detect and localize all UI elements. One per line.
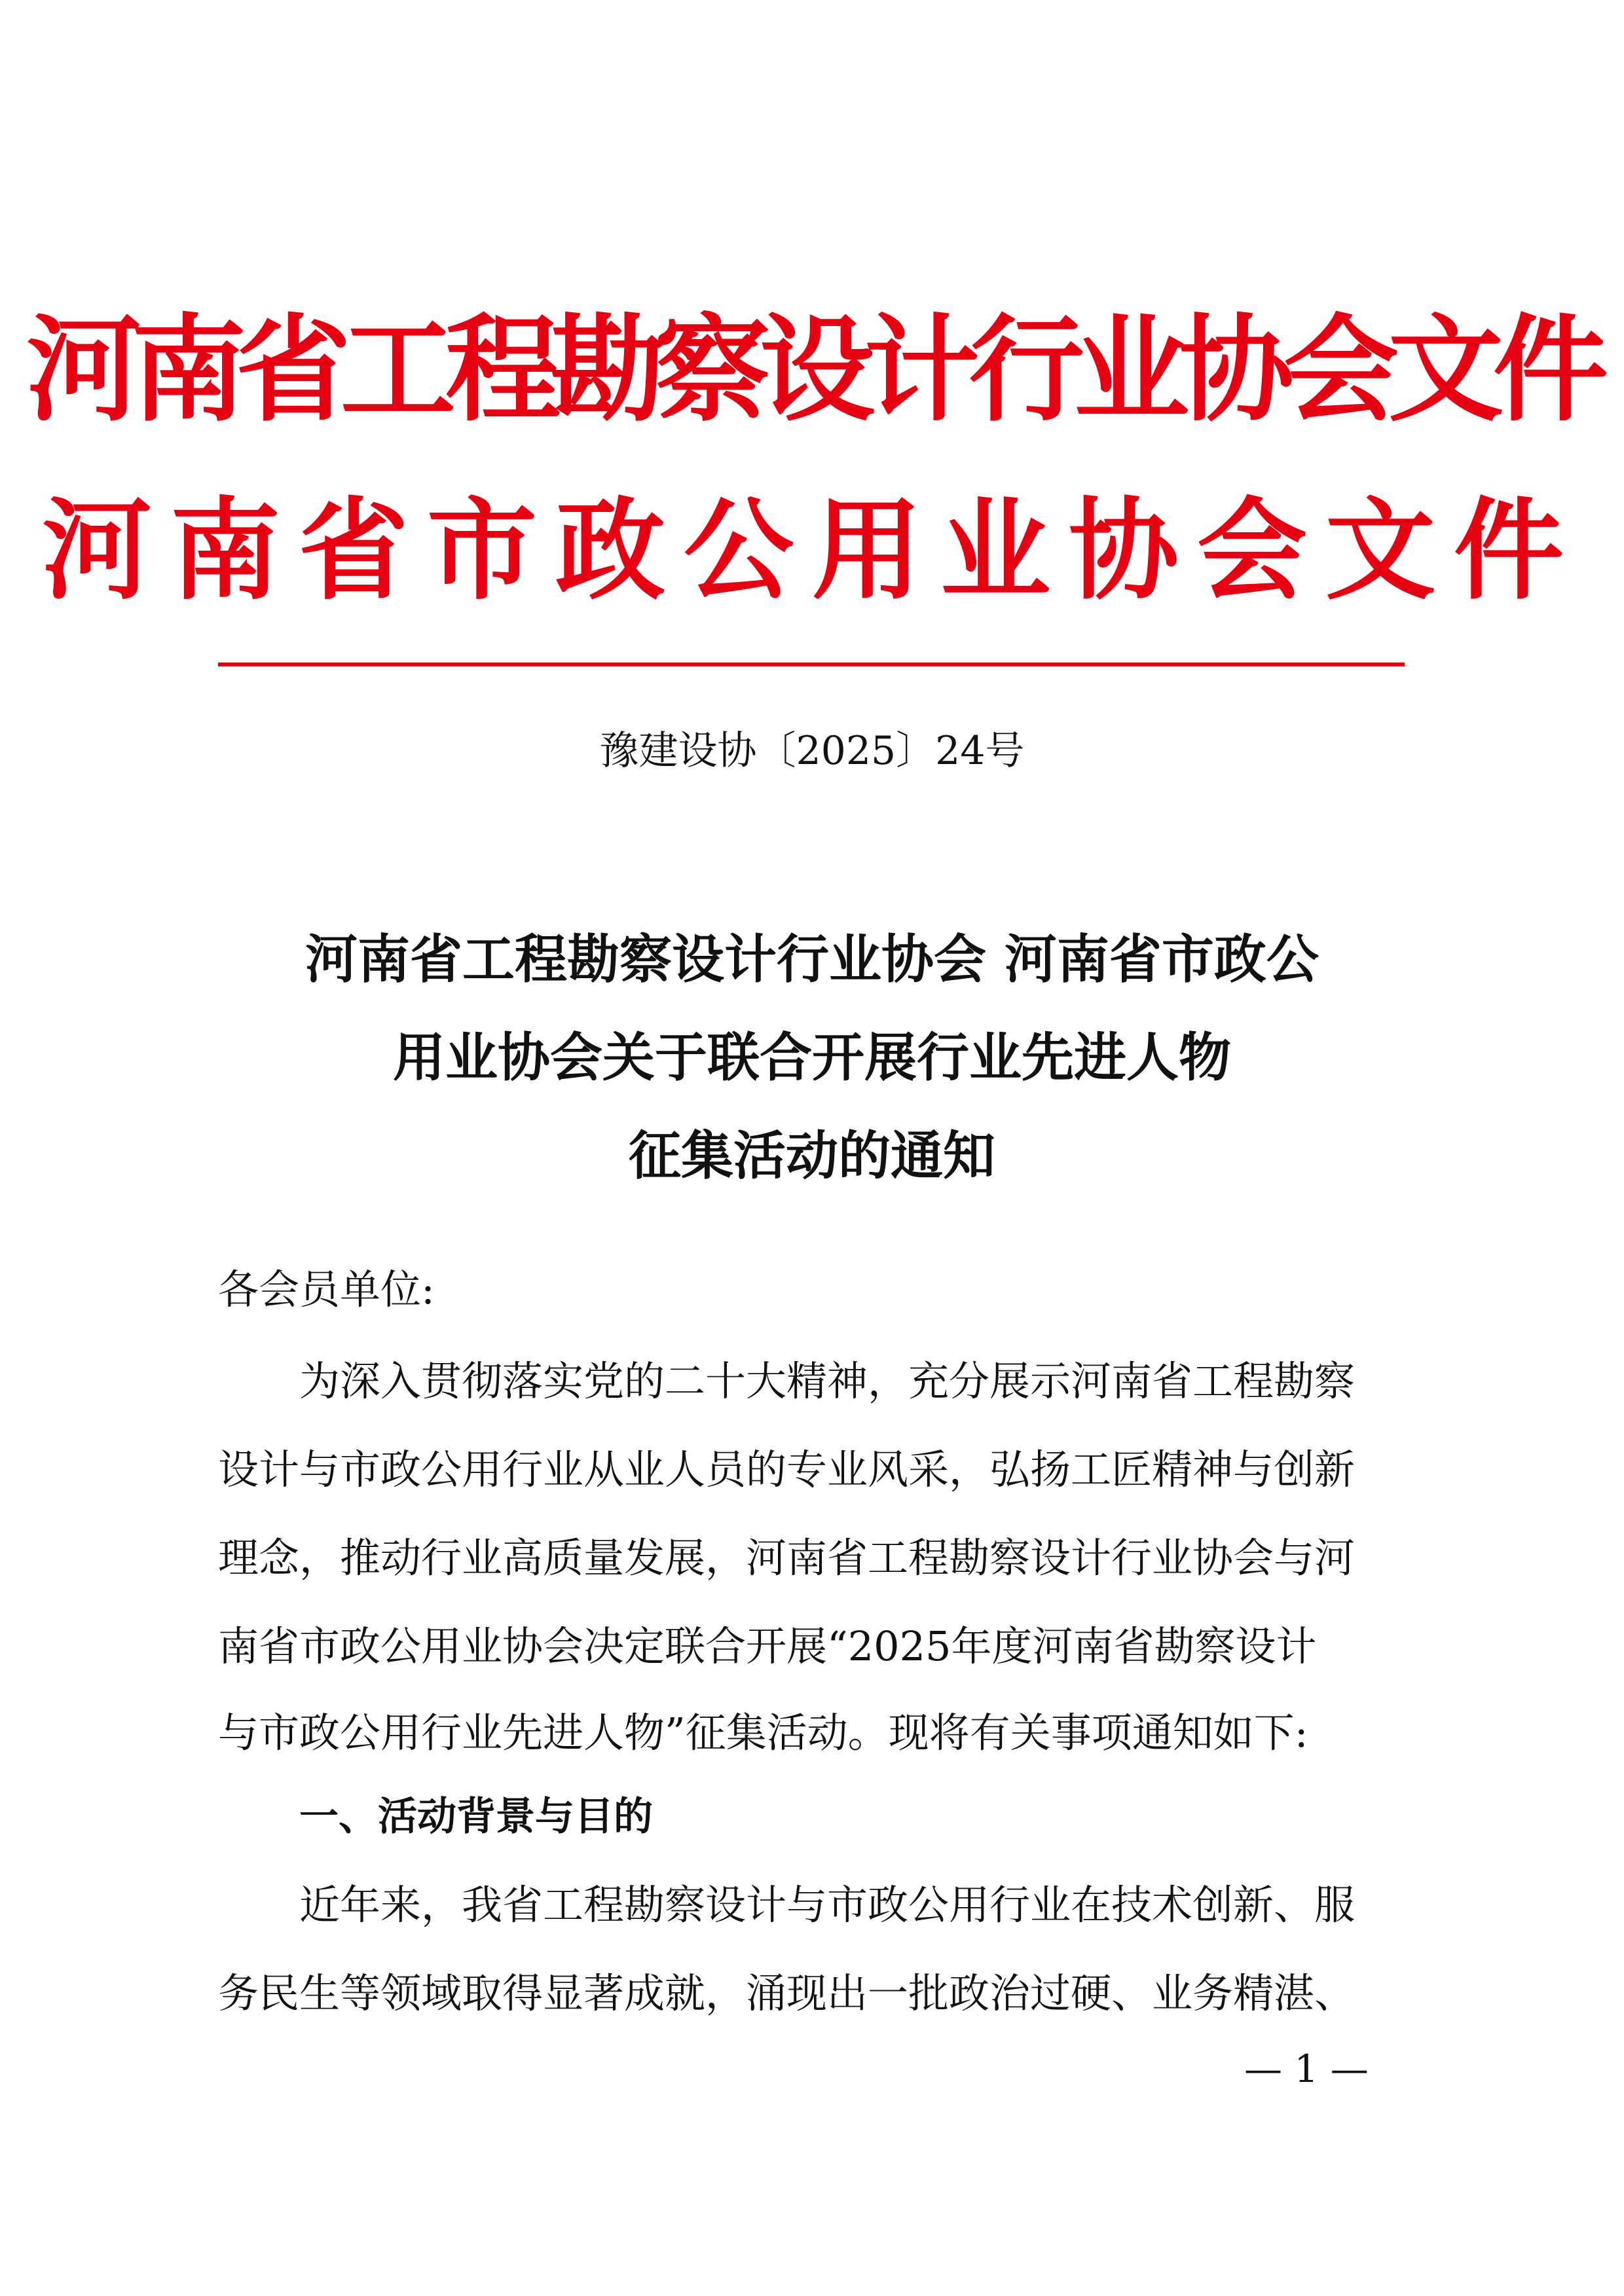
paragraph-1-line-5: 与市政公用行业先进人物”征集活动。现将有关事项通知如下:	[218, 1709, 1308, 1757]
document-number: 豫建设协〔2025〕24号	[599, 728, 1025, 774]
paragraph-1-line-4: 南省市政公用业协会决定联合开展“2025年度河南省勘察设计	[218, 1622, 1317, 1670]
issuing-org-header-line-2: 河南省市政公用业协会文件	[42, 485, 1582, 615]
paragraph-2-line-1: 近年来，我省工程勘察设计与市政公用行业在技术创新、服	[299, 1881, 1356, 1929]
document-title-line-2: 用业协会关于联合开展行业先进人物	[393, 1027, 1231, 1088]
salutation: 各会员单位:	[218, 1266, 435, 1313]
issuing-org-header-line-1: 河南省工程勘察设计行业协会文件	[26, 302, 1598, 437]
paragraph-1-line-2: 设计与市政公用行业从业人员的专业风采，弘扬工匠精神与创新	[218, 1446, 1356, 1493]
page-number: — 1 —	[1244, 2047, 1369, 2091]
paragraph-2-line-2: 务民生等领域取得显著成就，涌现出一批政治过硬、业务精湛、	[218, 1969, 1356, 2017]
document-title-line-1: 河南省工程勘察设计行业协会 河南省市政公	[305, 928, 1319, 990]
red-separator-rule	[218, 663, 1405, 666]
paragraph-1-line-1: 为深入贯彻落实党的二十大精神，充分展示河南省工程勘察	[299, 1357, 1356, 1405]
section-1-heading: 一、活动背景与目的	[299, 1794, 653, 1840]
paragraph-1-line-3: 理念，推动行业高质量发展，河南省工程勘察设计行业协会与河	[218, 1534, 1356, 1582]
document-title-line-3: 征集活动的通知	[629, 1125, 995, 1186]
